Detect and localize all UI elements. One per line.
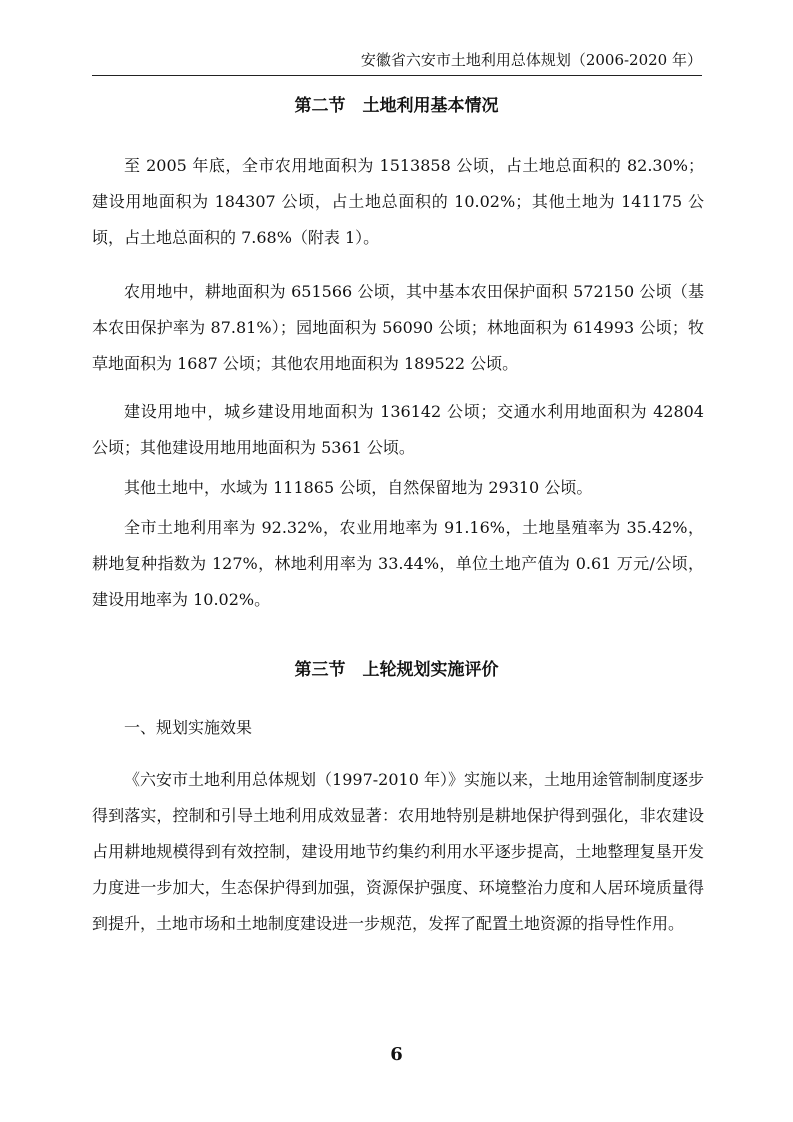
paragraph-agricultural-land: 农用地中，耕地面积为 651566 公顷，其中基本农田保护面积 572150 公顷（基本农田保护率为 87.81%）；园地面积为 56090 公顷；林地面积为 614993 公顷；牧草地面积为 1687 公顷；其他农用地面积为 189522 公顷。 — [92, 282, 704, 373]
section-title-2: 第二节 土地利用基本情况 — [294, 96, 499, 116]
section-title-3: 第三节 上轮规划实施评价 — [294, 660, 499, 680]
page-number: 6 — [390, 1044, 403, 1065]
running-header: 安徽省六安市土地利用总体规划（2006-2020 年） — [92, 45, 702, 76]
paragraph-land-totals: 至 2005 年底，全市农用地面积为 1513858 公顷，占土地总面积的 82.30%；建设用地面积为 184307 公顷，占土地总面积的 10.02%；其他土地为 141175 公顷，占土地总面积的 7.68%（附表 1）。 — [92, 156, 704, 247]
subheading-implementation-effect: 一、规划实施效果 — [124, 718, 253, 737]
paragraph-other-land: 其他土地中，水域为 111865 公顷，自然保留地为 29310 公顷。 — [124, 478, 593, 497]
paragraph-implementation-effect: 《六安市土地利用总体规划（1997-2010 年）》实施以来，土地用途管制制度逐步得到落实，控制和引导土地利用成效显著：农用地特别是耕地保护得到强化，非农建设占用耕地规模得到有效控制，建设用地节约集约利用水平逐步提高，土地整理复垦开发力度进一步加大，生态保护得到加强，资源保护强度、环境整治力度和人居环境质量得到提升，土地市场和土地制度建设进一步规范，发挥了配置土地资源的指导性作用。 — [92, 770, 704, 933]
paragraph-construction-land: 建设用地中，城乡建设用地面积为 136142 公顷；交通水利用地面积为 42804 公顷；其他建设用地用地面积为 5361 公顷。 — [92, 402, 704, 457]
paragraph-utilization-rates: 全市土地利用率为 92.32%，农业用地率为 91.16%，土地垦殖率为 35.42%，耕地复种指数为 127%，林地利用率为 33.44%，单位土地产值为 0.61 万元/公顷，建设用地率为 10.02%。 — [92, 518, 704, 609]
